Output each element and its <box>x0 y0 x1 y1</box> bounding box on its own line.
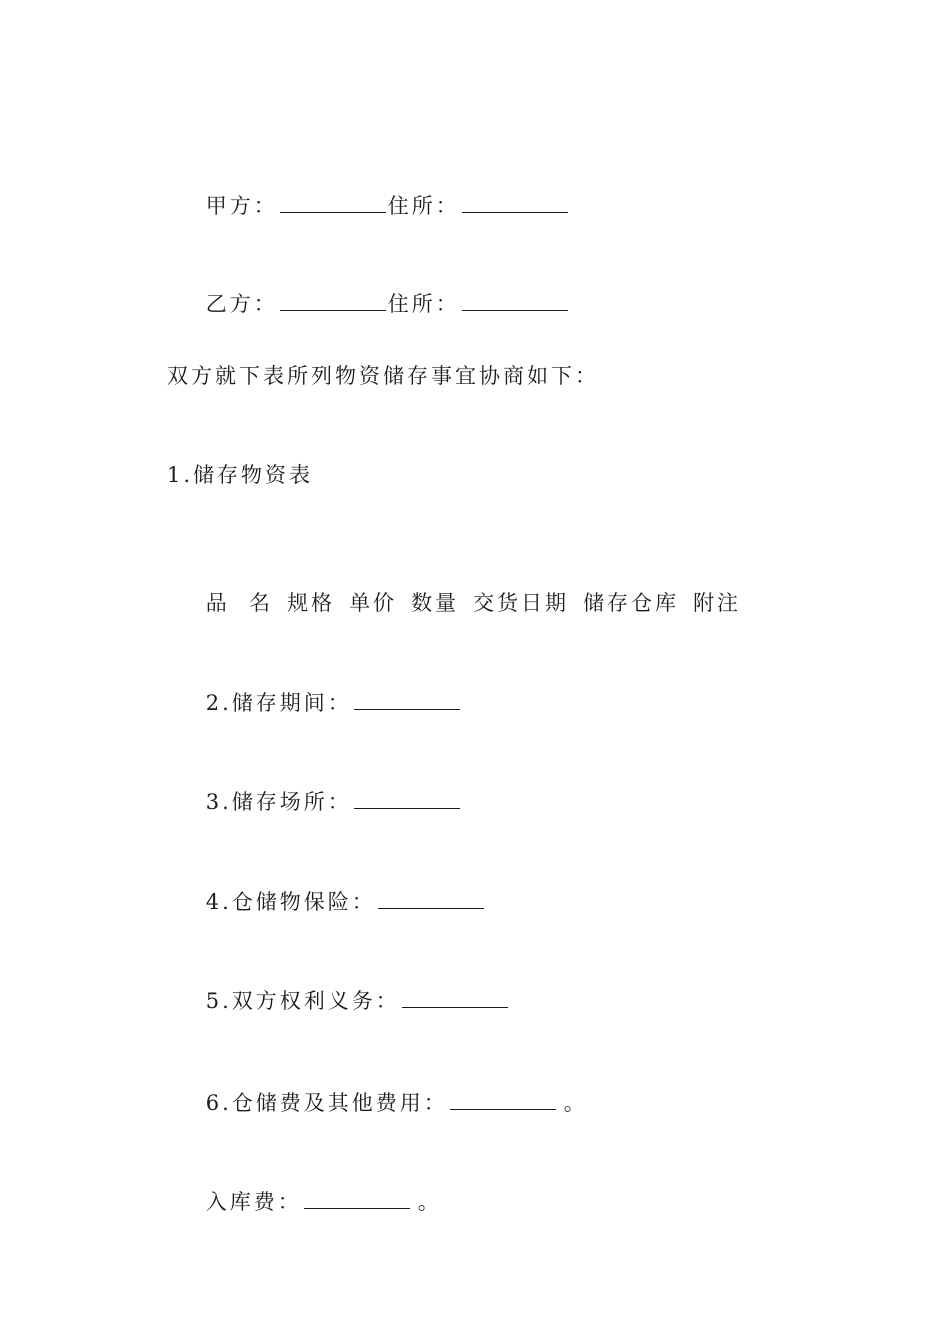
storage-fee-period: 。 <box>417 1190 442 1214</box>
table-header-quantity: 数量 <box>411 591 460 615</box>
party-b-address-label: 住所： <box>387 292 460 316</box>
table-header-notes: 附注 <box>693 591 742 615</box>
storage-table-header <box>167 561 741 645</box>
party-a-line <box>167 164 570 248</box>
item-6-period: 。 <box>563 1091 588 1115</box>
item-6-label: 6.仓储费及其他费用： <box>205 1091 448 1115</box>
item-3-label: 3.储存场所： <box>205 790 352 814</box>
item-2-line <box>167 661 462 745</box>
party-a-address-label: 住所： <box>387 194 460 218</box>
item-4-line <box>167 860 486 944</box>
party-a-address-blank[interactable] <box>462 196 568 213</box>
storage-fee-label: 入库费： <box>205 1190 302 1214</box>
storage-location-blank[interactable] <box>354 792 460 809</box>
insurance-blank[interactable] <box>378 892 484 909</box>
item-5-label: 5.双方权利义务： <box>205 989 400 1013</box>
party-b-label: 乙方： <box>205 292 278 316</box>
item-2-label: 2.储存期间： <box>205 691 352 715</box>
storage-fee-blank[interactable] <box>304 1192 410 1209</box>
party-b-address-blank[interactable] <box>462 294 568 311</box>
table-header-warehouse: 储存仓库 <box>583 591 680 615</box>
party-a-label: 甲方： <box>205 194 278 218</box>
fees-blank[interactable] <box>450 1093 556 1110</box>
item-4-label: 4.仓储物保险： <box>205 890 376 914</box>
table-header-name: 品 名 <box>205 591 274 615</box>
storage-period-blank[interactable] <box>354 693 460 710</box>
party-b-line <box>167 262 570 346</box>
item-1-heading: 1.储存物资表 <box>167 463 314 487</box>
storage-fee-line <box>167 1160 442 1244</box>
table-header-spec: 规格 <box>287 591 336 615</box>
rights-obligations-blank[interactable] <box>402 991 508 1008</box>
item-3-line <box>167 760 462 844</box>
party-b-name-blank[interactable] <box>280 294 386 311</box>
intro-line: 双方就下表所列物资储存事宜协商如下： <box>167 364 599 388</box>
table-header-delivery-date: 交货日期 <box>473 591 570 615</box>
item-6-line <box>167 1061 588 1145</box>
table-header-unit-price: 单价 <box>349 591 398 615</box>
item-5-line <box>167 959 510 1043</box>
party-a-name-blank[interactable] <box>280 196 386 213</box>
